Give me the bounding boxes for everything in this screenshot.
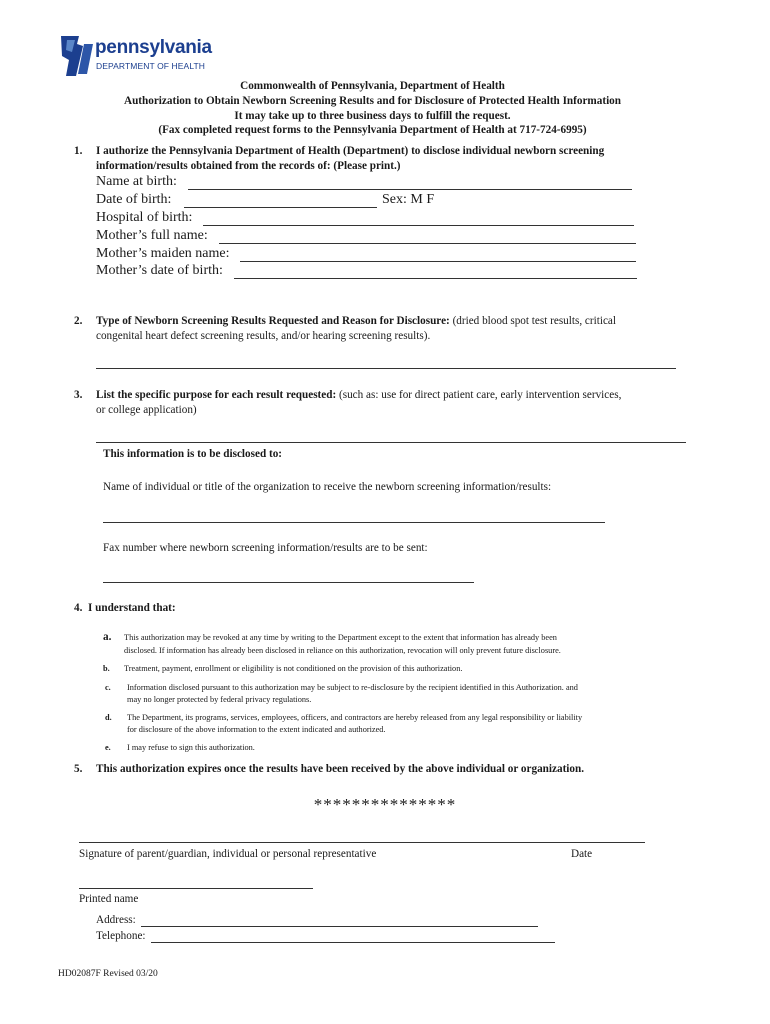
header-title: Authorization to Obtain Newborn Screening Results and for Disclosure of Protected Health Information (124, 95, 621, 107)
section3-heading: List the specific purpose for each result requested: (96, 389, 337, 401)
header-fax-instructions: (Fax completed request forms to the Pennsylvania Department of Health at 717-724-6995) (158, 124, 587, 136)
purpose-field[interactable] (96, 442, 686, 443)
logo-wordmark: pennsylvania (95, 37, 212, 58)
telephone-label: Telephone: (96, 930, 146, 942)
recipient-field[interactable] (103, 522, 605, 523)
item-e-text: I may refuse to sign this authorization. (127, 743, 255, 752)
section2-heading: Type of Newborn Screening Results Requested and Reason for Disclosure: (96, 315, 450, 327)
section2-text (96, 315, 616, 327)
item-a-text-2: disclosed. If information has already been disclosed in reliance on this authorization, revocation will only prevent future disclosure. (124, 646, 561, 655)
item-a-text: This authorization may be revoked at any time by writing to the Department except to the extent that information has already been (124, 633, 557, 642)
section1-number: 1. (74, 145, 83, 157)
section3-hint-2: or college application) (96, 404, 197, 416)
separator-stars: *************** (313, 795, 457, 814)
address-field[interactable] (141, 926, 538, 927)
recipient-label: Name of individual or title of the organization to receive the newborn screening information/results: (103, 481, 552, 493)
printed-name-field[interactable] (79, 888, 313, 889)
section3-hint: (such as: use for direct patient care, early intervention services, (336, 389, 622, 401)
disclosed-to-heading: This information is to be disclosed to: (103, 448, 283, 460)
item-d-letter: d. (105, 713, 112, 722)
header-notice: It may take up to three business days to fulfill the request. (234, 110, 511, 122)
mother-maiden-name-field[interactable] (240, 261, 636, 262)
date-of-birth-field[interactable] (184, 207, 377, 208)
header-line-1: Commonwealth of Pennsylvania, Department of Health (240, 80, 505, 92)
section2-hint-2: congenital heart defect screening results, and/or hearing screening results). (96, 330, 431, 342)
date-of-birth-label: Date of birth: (96, 192, 172, 207)
section4-heading: 4. I understand that: (74, 602, 176, 614)
signature-field[interactable] (79, 842, 645, 843)
item-c-letter: c. (105, 683, 111, 692)
mother-dob-label: Mother’s date of birth: (96, 263, 223, 278)
section5-number: 5. (74, 763, 83, 775)
item-c-text: Information disclosed pursuant to this authorization may be subject to re-disclosure by the recipient identified in this Authorization. and (127, 683, 578, 692)
logo-subtitle: DEPARTMENT OF HEALTH (96, 61, 206, 71)
hospital-of-birth-field[interactable] (203, 225, 634, 226)
item-b-letter: b. (103, 664, 110, 673)
telephone-field[interactable] (151, 942, 555, 943)
fax-number-label: Fax number where newborn screening information/results are to be sent: (103, 542, 428, 554)
address-label: Address: (96, 914, 136, 926)
form-id: HD02087F Revised 03/20 (58, 969, 158, 979)
name-at-birth-field[interactable] (188, 189, 632, 190)
mother-dob-field[interactable] (234, 278, 637, 279)
section2-number: 2. (74, 315, 83, 327)
section5-text: This authorization expires once the results have been received by the above individual or organization. (96, 763, 585, 775)
hospital-of-birth-label: Hospital of birth: (96, 210, 193, 225)
fax-number-field[interactable] (103, 582, 474, 583)
mother-full-name-field[interactable] (219, 243, 636, 244)
section1-text: I authorize the Pennsylvania Department of Health (Department) to disclose individual newborn screening (96, 145, 605, 157)
item-c-text-2: may no longer protected by federal privacy regulations. (127, 695, 312, 704)
item-b-text: Treatment, payment, enrollment or eligibility is not conditioned on the provision of this authorization. (124, 664, 463, 673)
section1-text-2: information/results obtained from the records of: (Please print.) (96, 160, 401, 172)
section3-text (96, 389, 621, 401)
sex-selector[interactable]: Sex: M F (382, 192, 435, 207)
mother-maiden-name-label: Mother’s maiden name: (96, 246, 230, 261)
item-d-text-2: for disclosure of the above information to the extent indicated and authorized. (127, 725, 386, 734)
item-d-text: The Department, its programs, services, employees, officers, and contractors are hereby released from any legal responsibility or liability (127, 713, 583, 722)
signature-label: Signature of parent/guardian, individual or personal representative (79, 848, 377, 860)
item-a-letter: a. (103, 631, 112, 643)
date-label: Date (571, 848, 593, 860)
name-at-birth-label: Name at birth: (96, 174, 177, 189)
section2-hint: (dried blood spot test results, critical (449, 315, 616, 327)
section3-number: 3. (74, 389, 83, 401)
item-e-letter: e. (105, 743, 111, 752)
printed-name-label: Printed name (79, 893, 139, 905)
mother-full-name-label: Mother’s full name: (96, 228, 208, 243)
result-type-field[interactable] (96, 368, 676, 369)
